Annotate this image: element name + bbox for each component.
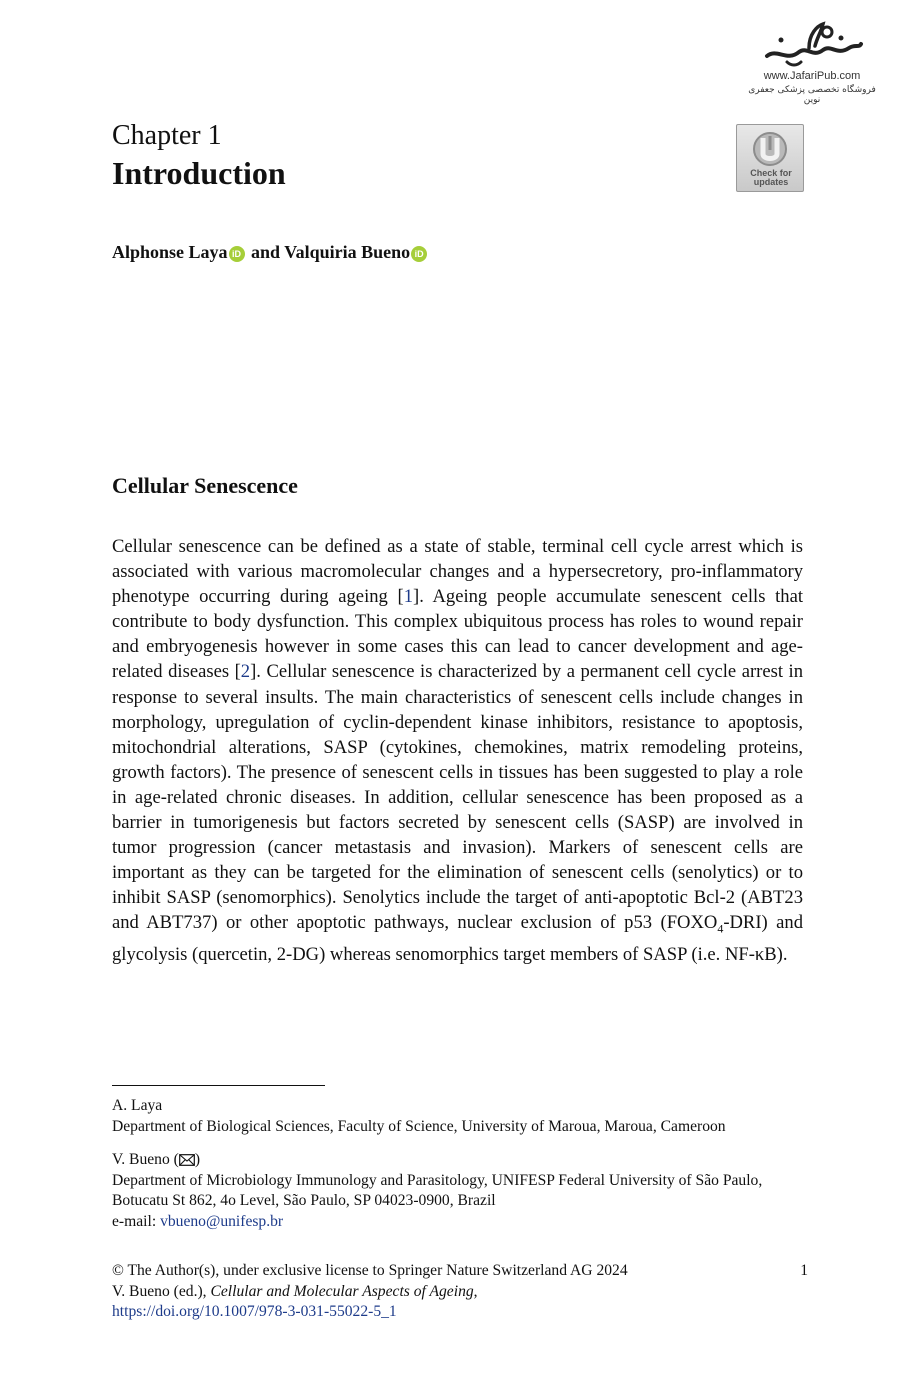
footnote-divider [112,1085,325,1086]
body-text: Cellular senescence can be defined as a state of stable, terminal cell cycle arrest which is associated with various macromolecular changes and a hypersecretory, pro-inflammatory phenotype occurring during ageing [ [112,536,803,608]
orcid-icon[interactable]: iD [411,246,427,262]
citation-link[interactable]: 2 [240,661,251,683]
publisher-tagline: فروشگاه تخصصی پزشکی جعفری نوین [748,85,876,105]
footnote-author-name: V. Bueno ( [112,1151,179,1168]
body-paragraph [112,534,803,967]
book-title: Cellular and Molecular Aspects of Ageing [210,1282,474,1300]
check-for-updates-badge[interactable] [736,124,804,192]
publisher-logo [742,18,882,108]
envelope-icon[interactable] [179,1154,195,1166]
body-text: ]. Ageing people accumulate senescent cells that contribute to body dysfunction. This complex ubiquitous process has roles to wound repair and embryogenesis however in some cases this can lead to cancer development and age-related diseases [ [112,586,804,683]
footnote-affiliation: Department of Biological Sciences, Faculty of Science, University of Maroua, Maroua, Cameroon [112,1117,726,1135]
page-number: 1 [800,1262,808,1279]
book-editor: V. Bueno (ed.), [112,1282,211,1300]
footnote-paren: ) [194,1151,201,1168]
author-name[interactable]: Valquiria Bueno [284,242,411,262]
book-title-comma: , [473,1282,478,1300]
check-updates-icon [751,130,789,168]
subscript: 4 [717,922,724,937]
author-name[interactable]: Alphonse Laya [112,242,228,262]
body-text: ]. Cellular senescence is characterized by a permanent cell cycle arrest in response to several insults. The main characteristics of senescent cells include changes in morphology, upregulation of cyclin-dependent kinase inhibitors, resistance to apoptosis, mitochondrial alterations, SASP (cytokines, chemokines, matrix remodeling proteins, growth factors). The presence of senescent cells in tissues has been suggested to play a role in age-related chronic diseases. In addition, cellular senescence has been proposed as a barrier in tumorigenesis but factors secreted by senescent cells (SASP) are involved in tumor progression (cancer metastasis and invasion). Markers of senescent cells are important as they can be targeted for the elimination of senescent cells (senolytics) or to inhibit SASP (senomorphics). Senolytics include the target of anti-apoptotic Bcl-2 (ABT23 and ABT737) or other apoptotic pathways, nuclear exclusion of p53 (FOXO [112,661,804,934]
chapter-title: Introduction [112,155,286,191]
body-text: -DRI) and glycolysis (quercetin, 2-DG) whereas senomorphics target members of SASP (i.e. NF-κB). [112,912,803,966]
email-link[interactable]: vbueno@unifesp.br [160,1212,284,1230]
chapter-label: Chapter 1 [112,120,222,151]
author-connector: and [251,242,281,262]
publisher-logo-mark [757,18,867,70]
footnote-author-2 [112,1150,812,1232]
publisher-site: www.JafariPub.com [763,70,861,82]
check-updates-text: Check for updates [750,168,792,187]
citation-link[interactable]: 1 [403,586,413,608]
doi-link[interactable]: https://doi.org/10.1007/978-3-031-55022-5_1 [112,1303,397,1320]
copyright-line: © The Author(s), under exclusive license to Springer Nature Switzerland AG 2024 [112,1262,628,1279]
author-line [112,241,429,263]
orcid-icon[interactable]: iD [229,246,245,262]
footnote-affiliation: Department of Microbiology Immunology and Parasitology, UNIFESP Federal University of São Paulo, Botucatu St 862, 4o Level, São Paulo, SP 04023-0900, Brazil [112,1171,763,1209]
section-heading: Cellular Senescence [112,473,298,498]
email-label: e-mail: [112,1212,161,1230]
footnote-author-1 [112,1096,726,1137]
copyright-block [112,1261,808,1323]
footnote-author-name: A. Laya [112,1097,163,1114]
